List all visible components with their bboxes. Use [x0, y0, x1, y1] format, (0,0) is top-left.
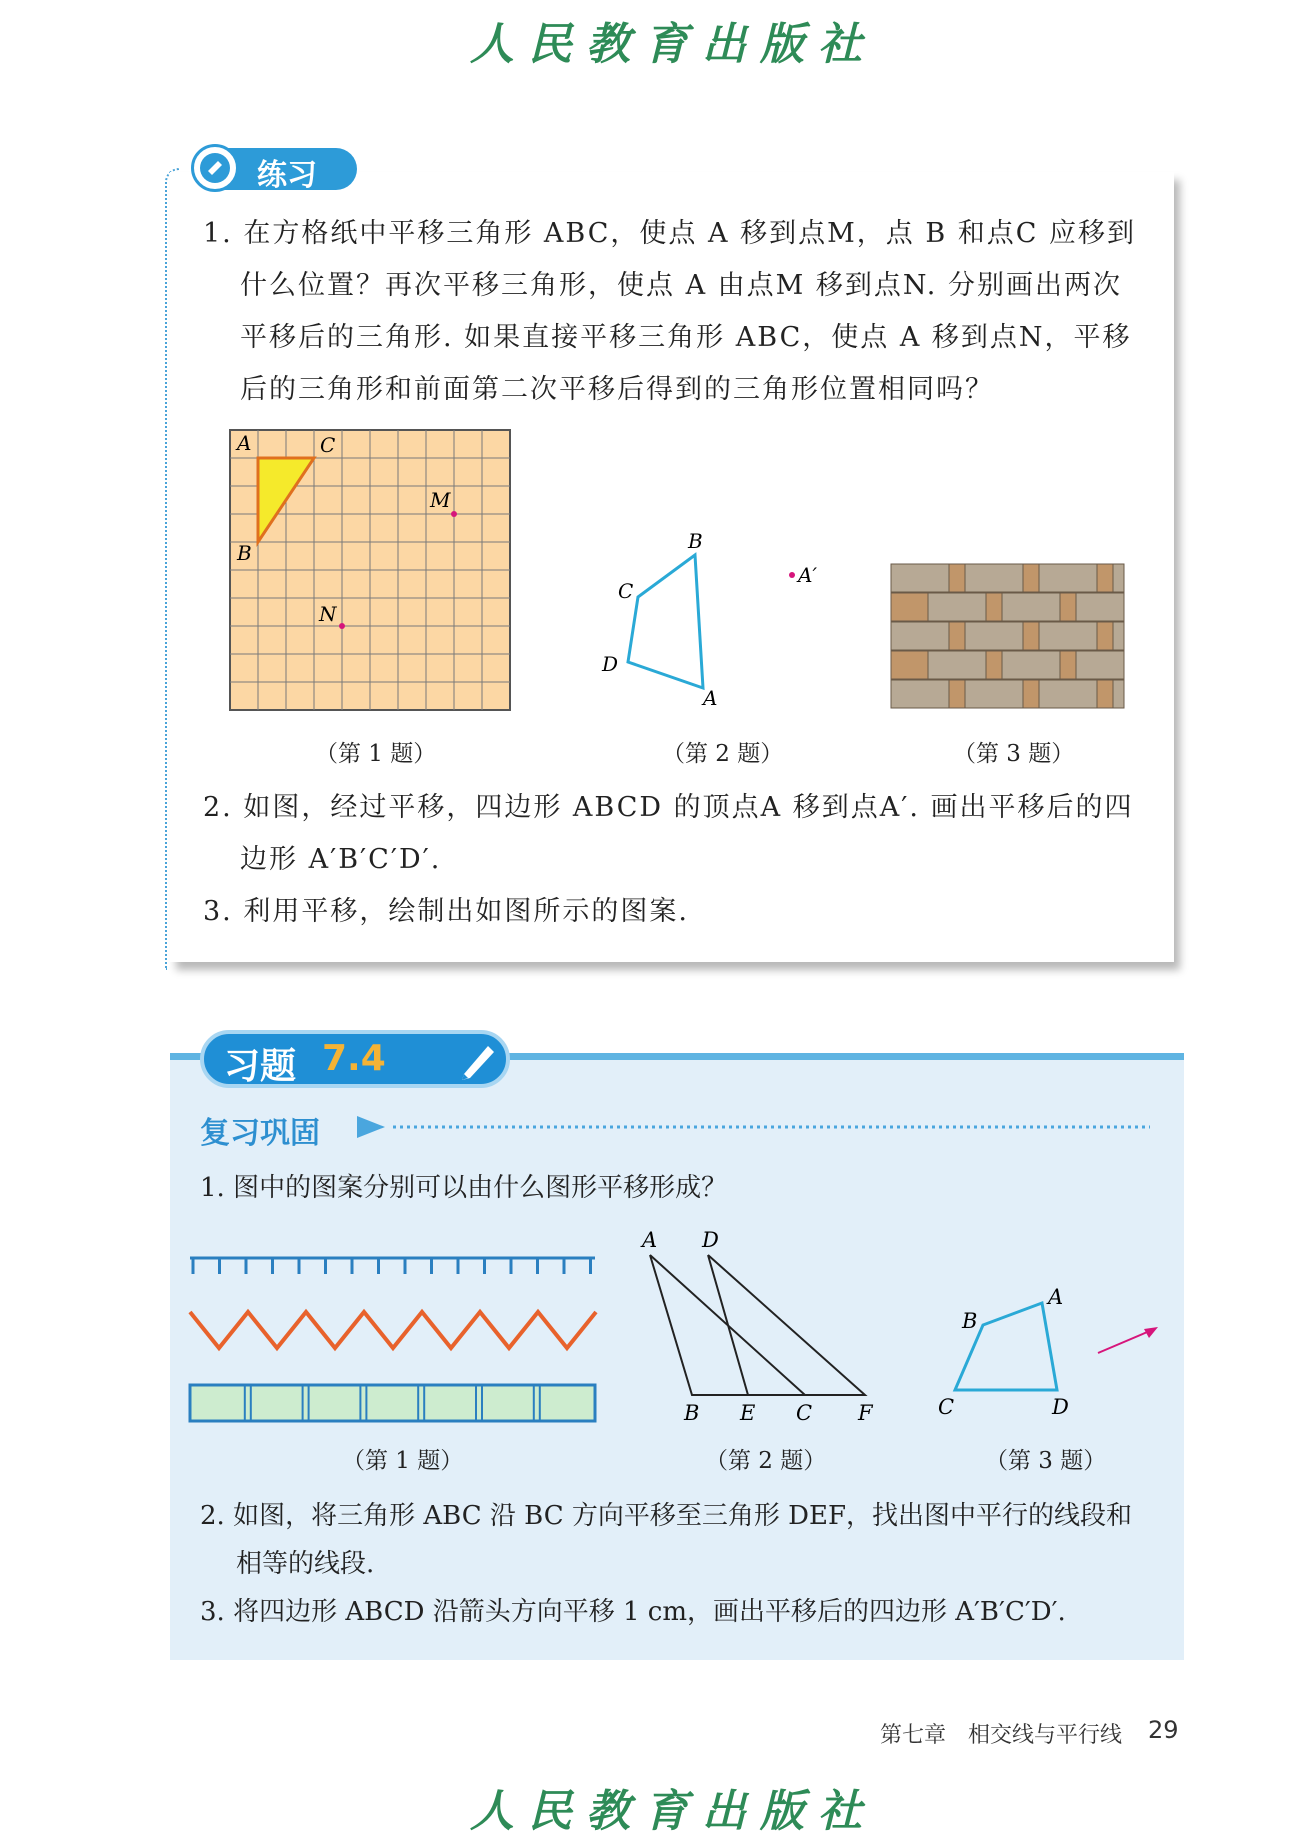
label-b: B — [684, 1401, 700, 1425]
exercise-title: 习题 — [224, 1046, 297, 1087]
practice-q1-line4: 后的三角形和前面第二次平移后得到的三角形位置相同吗？ — [240, 374, 994, 405]
brick — [1113, 622, 1124, 650]
brick — [1076, 593, 1124, 621]
label-c: C — [618, 579, 634, 603]
label-d: D — [702, 1228, 719, 1252]
label-c: C — [320, 433, 336, 457]
exercise-q1: 1. 图中的图案分别可以由什么图形平移形成？ — [200, 1173, 728, 1203]
brick — [1002, 651, 1060, 679]
figure-brick-pattern — [890, 563, 1125, 711]
brick — [1113, 564, 1124, 592]
arrow-head-icon — [1144, 1327, 1158, 1338]
brick — [1039, 564, 1097, 592]
practice-q1-line2: 什么位置？再次平移三角形，使点 A 由点M 移到点N. 分别画出两次 — [240, 270, 1122, 301]
brick — [1002, 593, 1060, 621]
brick — [1039, 680, 1097, 708]
practice-q1-line1: 1. 在方格纸中平移三角形 ABC，使点 A 移到点M，点 B 和点C 应移到 — [203, 218, 1136, 249]
brick — [891, 680, 949, 708]
exercise-tab — [200, 1030, 510, 1088]
brick — [965, 564, 1023, 592]
publisher-logo-bottom: 人民教育出版社 — [470, 1786, 876, 1837]
brick — [891, 564, 949, 592]
brick — [1076, 651, 1124, 679]
chapter-title: 第七章 相交线与平行线 — [880, 1723, 1123, 1748]
practice-q2-line2: 边形 A′B′C′D′. — [240, 844, 442, 875]
exercise-caption-fig3: （第 3 题） — [985, 1448, 1107, 1474]
brick — [1039, 622, 1097, 650]
ruler-pattern — [190, 1258, 595, 1274]
figure-quadrilateral-arrow — [930, 1275, 1170, 1425]
brick — [1113, 680, 1124, 708]
label-b: B — [237, 541, 252, 565]
practice-tab — [195, 148, 357, 193]
triangle-def — [708, 1255, 865, 1395]
label-m: M — [430, 488, 451, 512]
exercise-q2-line1: 2. 如图，将三角形 ABC 沿 BC 方向平移至三角形 DEF，找出图中平行的线段和 — [200, 1501, 1133, 1531]
figure-quadrilateral — [590, 525, 830, 715]
label-a-prime: A′ — [798, 563, 817, 587]
label-n: N — [319, 602, 337, 626]
pencil-icon — [454, 1038, 500, 1082]
label-a: A — [237, 431, 252, 455]
direction-arrow-icon — [1098, 1330, 1152, 1353]
label-e: E — [740, 1401, 756, 1425]
caption-fig2: （第 2 题） — [662, 741, 784, 767]
page-number: 29 — [1148, 1716, 1179, 1744]
figure-translated-triangles — [630, 1225, 900, 1425]
rectangle-strip-pattern — [190, 1385, 595, 1421]
point-n — [339, 623, 345, 629]
exercise-q3: 3. 将四边形 ABCD 沿箭头方向平移 1 cm，画出平移后的四边形 A′B′C′D′. — [200, 1597, 1066, 1627]
exercise-number: 7.4 — [322, 1038, 386, 1079]
brick — [928, 651, 986, 679]
caption-fig1: （第 1 题） — [315, 741, 437, 767]
label-c: C — [796, 1401, 813, 1425]
label-f: F — [858, 1401, 873, 1425]
practice-title: 练习 — [257, 158, 317, 193]
exercise-caption-fig1: （第 1 题） — [342, 1448, 464, 1474]
point-a-prime — [789, 572, 795, 578]
figure-grid-triangle — [225, 425, 515, 715]
practice-q2-line1: 2. 如图，经过平移，四边形 ABCD 的顶点A 移到点A′. 画出平移后的四 — [203, 792, 1134, 823]
label-a: A — [642, 1228, 658, 1252]
caption-fig3: （第 3 题） — [953, 741, 1075, 767]
brick — [965, 680, 1023, 708]
label-d: D — [1052, 1395, 1069, 1419]
exercise-q2-line2: 相等的线段. — [236, 1549, 375, 1579]
label-a: A — [703, 686, 718, 710]
point-m — [451, 511, 457, 517]
subheading-review: 复习巩固 — [200, 1116, 320, 1151]
exercise-caption-fig2: （第 2 题） — [705, 1448, 827, 1474]
brick — [928, 593, 986, 621]
brick — [965, 622, 1023, 650]
label-d: D — [602, 652, 619, 676]
practice-q1-line3: 平移后的三角形. 如果直接平移三角形 ABC，使点 A 移到点N，平移 — [240, 322, 1132, 353]
figure-patterns — [185, 1240, 605, 1430]
publisher-logo-top: 人民教育出版社 — [470, 19, 876, 70]
label-b: B — [962, 1309, 978, 1333]
label-a: A — [1048, 1285, 1064, 1309]
quadrilateral-abcd — [628, 555, 703, 688]
pencil-badge-icon — [191, 144, 239, 192]
practice-q3: 3. 利用平移，绘制出如图所示的图案. — [203, 896, 689, 927]
subheading-arrow-line — [355, 1114, 1155, 1144]
label-b: B — [688, 529, 703, 553]
brick — [891, 622, 949, 650]
zigzag-pattern — [190, 1312, 596, 1348]
label-c: C — [938, 1395, 955, 1419]
